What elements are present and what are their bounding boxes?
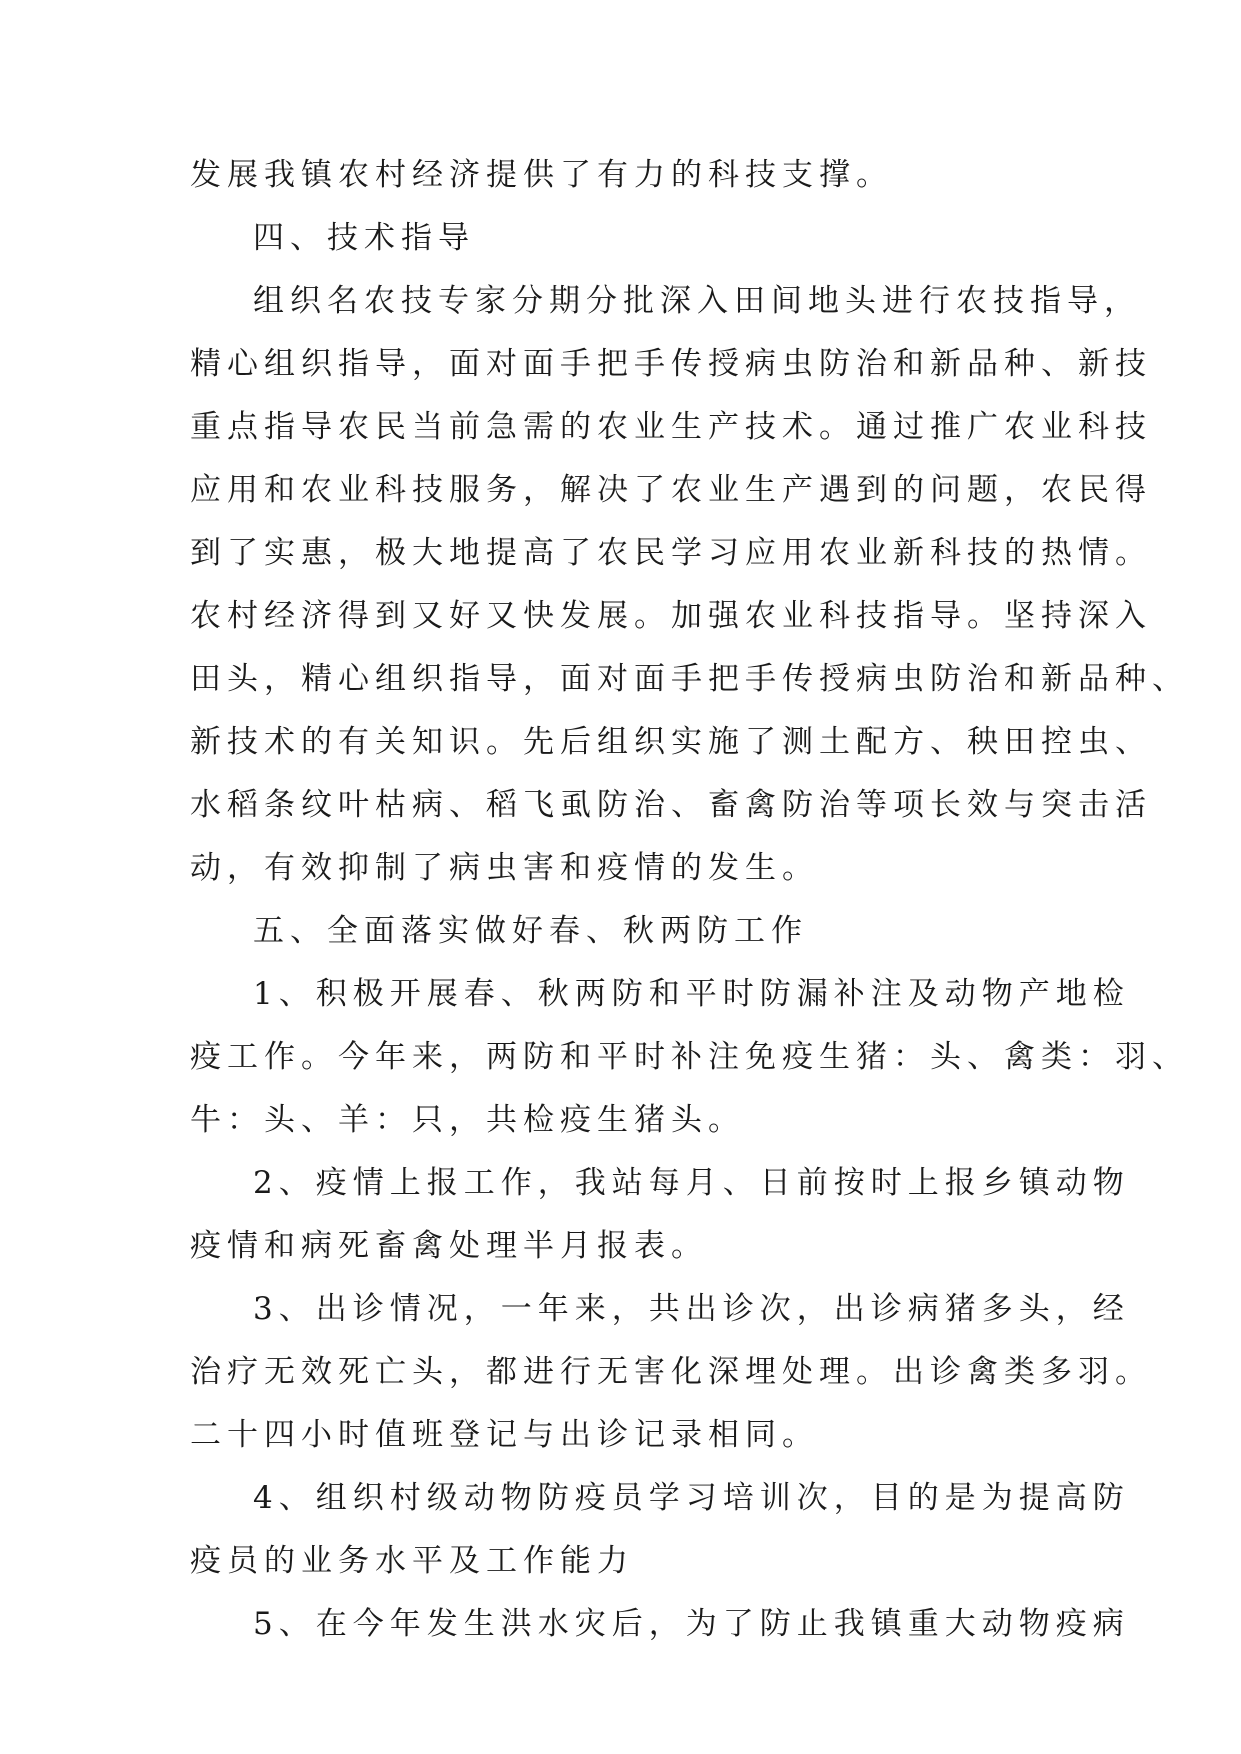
text-line: 组织名农技专家分期分批深入田间地头进行农技指导， [253,283,1141,319]
text-line: 动，有效抑制了病虫害和疫情的发生。 [190,850,819,886]
text-line: 4、组织村级动物防疫员学习培训次，目的是为提高防 [253,1480,1130,1516]
section-heading: 四、技术指导 [253,220,475,256]
text-line: 重点指导农民当前急需的农业生产技术。通过推广农业科技 [190,409,1152,445]
text-line: 疫情和病死畜禽处理半月报表。 [190,1228,708,1264]
text-line: 精心组织指导，面对面手把手传授病虫防治和新品种、新技 [190,346,1152,382]
text-line: 5、在今年发生洪水灾后，为了防止我镇重大动物疫病 [253,1606,1130,1642]
text-line: 疫工作。今年来，两防和平时补注免疫生猪：头、禽类：羽、 [190,1039,1189,1075]
text-line: 新技术的有关知识。先后组织实施了测土配方、秧田控虫、 [190,724,1152,760]
text-line: 治疗无效死亡头，都进行无害化深埋处理。出诊禽类多羽。 [190,1354,1152,1390]
text-line: 农村经济得到又好又快发展。加强农业科技指导。坚持深入 [190,598,1152,634]
text-line: 应用和农业科技服务，解决了农业生产遇到的问题，农民得 [190,472,1152,508]
text-line: 到了实惠，极大地提高了农民学习应用农业新科技的热情。 [190,535,1152,571]
text-line: 牛：头、羊：只，共检疫生猪头。 [190,1102,745,1138]
text-line: 2、疫情上报工作，我站每月、日前按时上报乡镇动物 [253,1165,1130,1201]
text-line: 发展我镇农村经济提供了有力的科技支撑。 [190,157,893,193]
text-line: 1、积极开展春、秋两防和平时防漏补注及动物产地检 [253,976,1130,1012]
text-line: 二十四小时值班登记与出诊记录相同。 [190,1417,819,1453]
text-line: 田头，精心组织指导，面对面手把手传授病虫防治和新品种、 [190,661,1189,697]
text-line: 水稻条纹叶枯病、稻飞虱防治、畜禽防治等项长效与突击活 [190,787,1152,823]
text-line: 疫员的业务水平及工作能力 [190,1543,634,1579]
text-line: 3、出诊情况，一年来，共出诊次，出诊病猪多头，经 [253,1291,1130,1327]
section-heading: 五、全面落实做好春、秋两防工作 [253,913,808,949]
